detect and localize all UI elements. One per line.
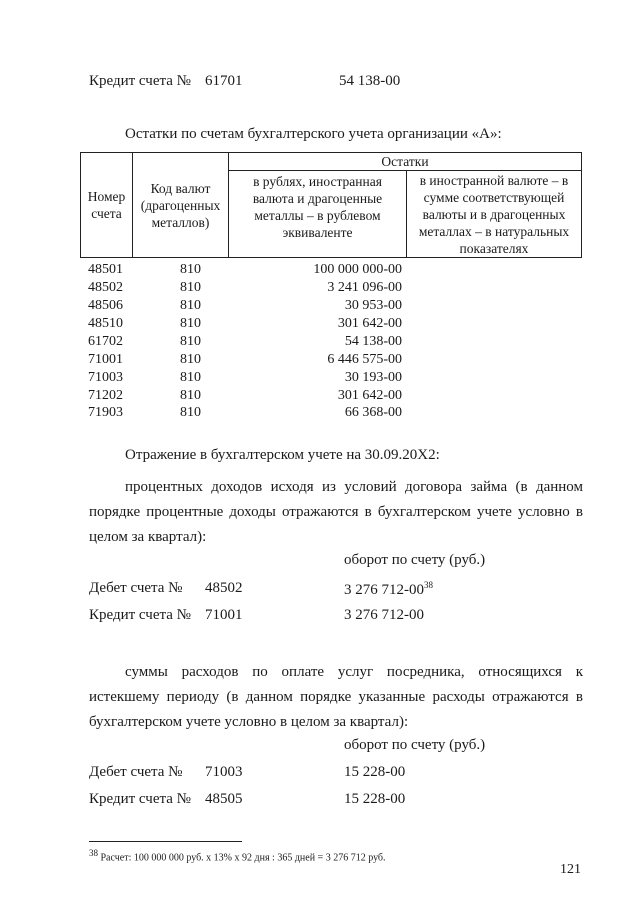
footnote: $^{38}$ Расчет: 100 000 000 руб. х 13% х 92 дня : 365 дней = 3 276 712 руб. [89,848,386,864]
para2-line2: истекшему периоду (в данном порядке указанные расходы отражаются в [89,689,583,705]
footnote-divider [89,841,242,842]
entry2-debit-account: 71003 [205,764,243,780]
reflection-title: Отражение в бухгалтерском учете на 30.09.20Х2: [125,447,440,463]
top-credit-label: Кредит счета № [89,73,191,89]
header-foreign: в иностранной валюте – в сумме соответствующей валюты и в драгоценных металлах – в натуральных показателях [418,173,570,256]
entry1-credit-amount: 3 276 712-00 [344,607,424,623]
entry1-credit-label: Кредит счета № [89,607,191,623]
header-currency: Код валют (драгоценных металлов) [140,181,221,230]
para2-line1: суммы расходов по оплате услуг посредника, относящихся к [125,664,583,680]
top-credit-account: 61701 [205,73,243,89]
page-number: 121 [560,862,581,877]
header-account: Номер счета [87,189,126,221]
entry2-turnover-label: оборот по счету (руб.) [344,737,486,753]
entry1-debit-amount: 3 276 $712-00^{38}$ [344,580,433,598]
para2-line3: бухгалтерском учете условно в целом за квартал): [89,714,409,730]
header-rubles: в рублях, иностранная валюта и драгоценные металлы – в рублевом эквиваленте [252,174,383,240]
para1-line3: целом за квартал): [89,529,207,545]
para1-line2: порядке процентные доходы отражаются в бухгалтерском учете условно в [89,504,583,520]
entry2-debit-amount: 15 228-00 [344,764,406,780]
balances-table-header [80,152,582,258]
entry2-credit-amount: 15 228-00 [344,791,406,807]
entry2-credit-account: 48505 [205,791,243,807]
entry1-debit-label: Дебет счета № [89,580,183,596]
entry1-debit-account: 48502 [205,580,243,596]
top-credit-amount: 54 138-00 [339,73,401,89]
para1-line1: процентных доходов исходя из условий договора займа (в данном [125,479,583,495]
footnote-ref[interactable]: 38 [424,580,433,590]
entry2-debit-label: Дебет счета № [89,764,183,780]
balances-title: Остатки по счетам бухгалтерского учета организации «А»: [125,126,502,142]
entry1-credit-account: 71001 [205,607,243,623]
entry2-credit-label: Кредит счета № [89,791,191,807]
entry1-turnover-label: оборот по счету (руб.) [344,552,486,568]
header-balances: Остатки [381,154,429,169]
